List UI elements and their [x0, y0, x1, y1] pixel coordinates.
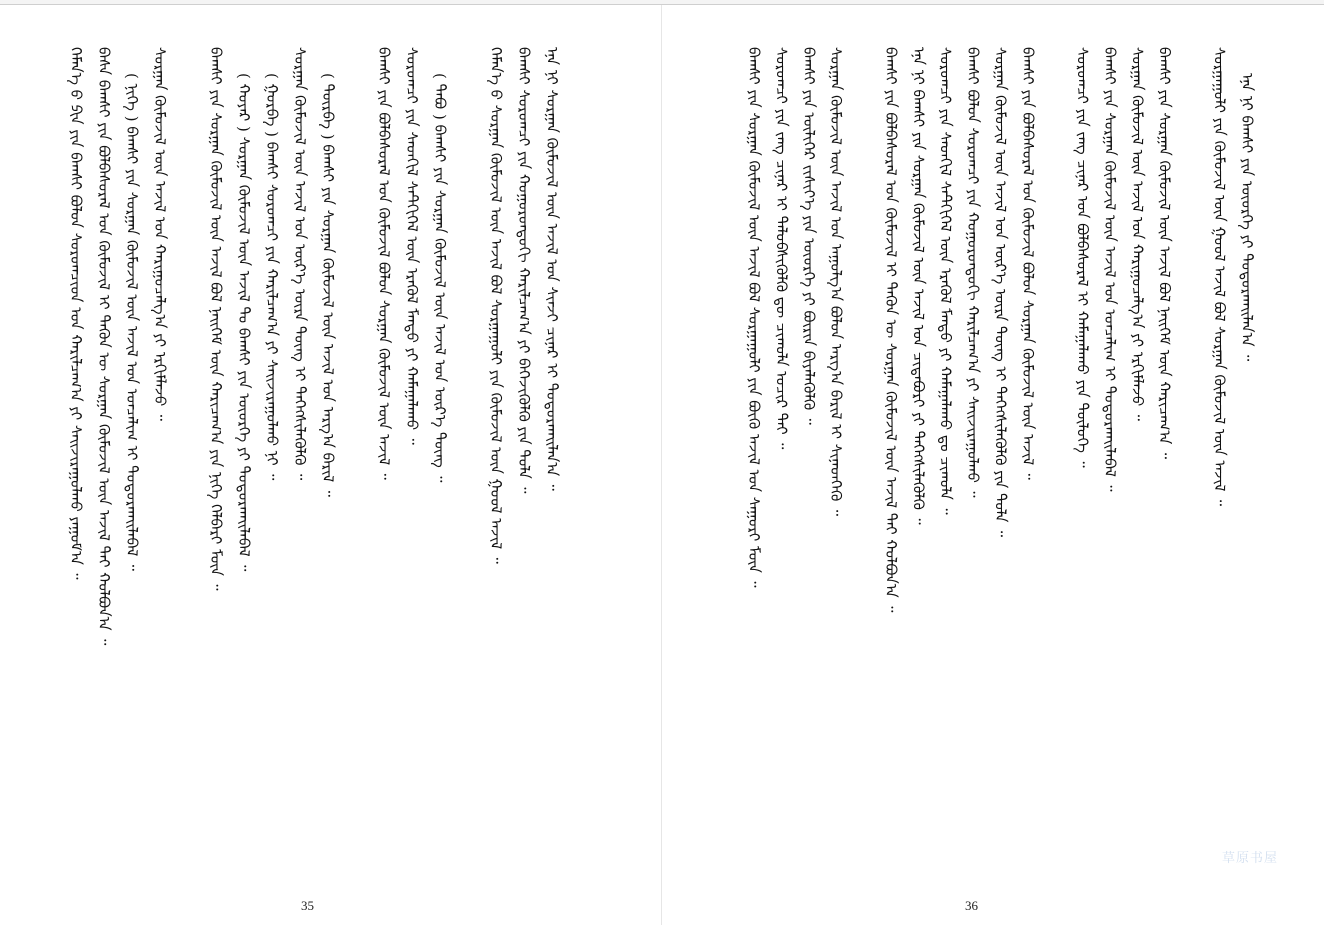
text-line: ᠰᠤᠷᠭᠠᠨ ᠬᠦᠮᠦᠵᠢᠯ ᠦᠨ ᠠᠵᠢᠯ ᠤᠨ ᠬᠠᠷᠢᠭᠤᠴᠠᠯᠭ᠎ᠠ ᠶᠢ ᠡᠷᠬᠢᠮᠯᠡᠵᠦ ᠃: [151, 47, 169, 421]
text-line: ᠰᠤᠷᠤᠭᠴᠢ ᠶᠢᠨ ᠰᠡᠳᠬᠢᠯ ᠰᠡᠲᠬᠢᠭᠡᠯ ᠦᠨ ᠡᠷᠡᠭᠦᠯ ᠮᠡᠨᠳᠦ ᠶᠢ ᠬᠠᠮᠠᠭᠠᠯᠠᠬᠤ ᠃: [403, 47, 421, 445]
text-line: [850, 47, 877, 885]
text-line: ᠬᠡᠮᠡᠨ᠎ᠡ ᠪ ᠰᠤᠷᠭᠠᠨ ᠬᠦᠮᠦᠵᠢᠯ ᠦᠨ ᠠᠵᠢᠯ ᠪᠣᠯ ᠰᠤᠷᠭᠠᠭᠤᠯᠢ ᠶᠢᠨ ᠬᠦᠮᠦᠵᠢᠯ ᠦᠨ ᠭᠣᠣᠯ ᠠᠵᠢᠯ ᠃: [487, 47, 505, 564]
text-line: ᠰᠤᠷᠭᠠᠨ ᠬᠦᠮᠦᠵᠢᠯ ᠦᠨ ᠠᠵᠢᠯ ᠤᠨ ᠦᠷ᠎ᠡ ᠦᠷᠡ ᠳᠦᠩ ᠢ ᠳᠡᠭᠡᠭᠰᠢᠯᠡᠭᠦᠯᠬᠦ ᠃: [291, 47, 309, 481]
text-line: ᠰᠤᠷᠤᠭᠴᠢ ᠶᠢᠨ ᠰᠡᠳᠬᠢᠯ ᠰᠡᠲᠬᠢᠭᠡᠯ ᠦᠨ ᠡᠷᠡᠭᠦᠯ ᠮᠡᠨᠳᠦ ᠶᠢ ᠬᠠᠮᠠᠭᠠᠯᠠᠬᠤ ᠳᠤ ᠴᠢᠬᠤᠯᠠ ᠃: [936, 47, 955, 515]
text-line: [1041, 47, 1068, 885]
text-line: ( ᠭᠤᠷᠪᠠ ) ᠪᠠᠭᠰᠢ ᠰᠤᠷᠤᠭᠴᠢ ᠶᠢᠨ ᠬᠠᠷᠢᠯᠴᠠᠭ᠎ᠠ ᠶᠢ ᠰᠠᠢᠵᠢᠷᠠᠭᠤᠯᠬᠤ ᠨᠢ ᠃: [263, 73, 281, 481]
page-number-left: 35: [301, 898, 314, 913]
text-line: ᠰᠤᠷᠭᠠᠨ ᠬᠦᠮᠦᠵᠢᠯ ᠦᠨ ᠠᠵᠢᠯ ᠤᠨ ᠬᠠᠷᠢᠭᠤᠴᠠᠯᠭ᠎ᠠ ᠶᠢ ᠡᠷᠬᠢᠮᠯᠡᠵᠦ ᠃: [1128, 47, 1147, 421]
text-line: [1178, 47, 1205, 885]
text-line: ᠪᠠᠭᠰᠢ ᠶᠢᠨ ᠪᠣᠯᠪᠠᠰᠤᠷᠠᠯ ᠤᠨ ᠬᠦᠮᠦᠵᠢᠯ ᠪᠣᠯᠤᠨ ᠰᠤᠷᠭᠠᠨ ᠬᠦᠮᠦᠵᠢᠯ ᠦᠨ ᠠᠵᠢᠯ ᠃: [1018, 47, 1037, 480]
text-line: ᠰᠤᠷᠤᠭᠴᠢ ᠶᠢᠨ ᠵᠠᠩ ᠴᠢᠨᠠᠷ ᠤᠨ ᠪᠣᠯᠪᠠᠰᠤᠷᠠᠯ ᠢ ᠬᠠᠮᠠᠭᠠᠯᠠᠬᠤ ᠶᠢᠨ ᠲᠥᠯᠦᠭᠡ ᠃: [1073, 47, 1092, 468]
text-line: ᠰᠤᠷᠭᠠᠨ ᠬᠦᠮᠦᠵᠢᠯ ᠦᠨ ᠠᠵᠢᠯ ᠤᠨ ᠦᠷ᠎ᠡ ᠦᠷᠡ ᠳᠦᠩ ᠢ ᠳᠡᠭᠡᠭᠰᠢᠯᠡᠭᠦᠯᠬᠦ ᠶᠢᠨ ᠲᠤᠯᠠ ᠃: [991, 47, 1010, 538]
text-line: ᠪᠠᠭᠰᠢ ᠶᠢᠨ ᠪᠣᠯᠪᠠᠰᠤᠷᠠᠯ ᠤᠨ ᠬᠦᠮᠦᠵᠢᠯ ᠢ ᠲᠡᠭᠦᠨ ᠦ ᠰᠤᠷᠭᠠᠨ ᠬᠦᠮᠦᠵᠢᠯ ᠦᠨ ᠠᠵᠢᠯ ᠲᠠᠢ ᠬᠣᠯᠪᠣᠨ᠎ᠠ ᠃: [881, 47, 900, 613]
text-line: ᠡᠨᠡ ᠨᠢ ᠪᠠᠭᠰᠢ ᠶᠢᠨ ᠰᠤᠷᠭᠠᠨ ᠬᠦᠮᠦᠵᠢᠯ ᠦᠨ ᠠᠵᠢᠯ ᠤᠨ ᠴᠢᠳᠠᠪᠤᠷᠢ ᠶᠢ ᠳᠡᠭᠡᠭᠰᠢᠯᠡᠭᠦᠯᠬᠦ ᠃: [909, 47, 928, 525]
text-line: ᠪᠠᠭᠰᠢ ᠰᠤᠷᠤᠭᠴᠢ ᠶᠢᠨ ᠬᠣᠭᠣᠷᠤᠨᠳᠤᠬᠢ ᠬᠠᠷᠢᠯᠴᠠᠭ᠎ᠠ ᠶᠢ ᠪᠡᠬᠡᠵᠢᠭᠦᠯᠬᠦ ᠶᠢᠨ ᠲᠤᠯᠠ ᠃: [515, 47, 533, 494]
text-line: ᠪᠠᠰᠠ ᠪᠠᠭᠰᠢ ᠶᠢᠨ ᠪᠣᠯᠪᠠᠰᠤᠷᠠᠯ ᠤᠨ ᠬᠦᠮᠦᠵᠢᠯ ᠢ ᠲᠡᠭᠦᠨ ᠦ ᠰᠤᠷᠭᠠᠨ ᠬᠦᠮᠦᠵᠢᠯ ᠦᠨ ᠠᠵᠢᠯ ᠲᠠᠢ ᠬᠣᠯᠪᠣᠨ᠎ᠠ ᠃: [95, 47, 113, 646]
text-line: ( ᠳᠥᠷᠪᠡ ) ᠪᠠᠭᠰᠢ ᠶᠢᠨ ᠰᠤᠷᠭᠠᠨ ᠬᠦᠮᠦᠵᠢᠯ ᠦᠨ ᠠᠵᠢᠯ ᠤᠨ ᠠᠷᠭ᠎ᠠ ᠪᠠᠷᠢᠯ ᠃: [319, 73, 337, 497]
left-page-text-block: [62, 47, 582, 885]
text-line: ᠰᠤᠷᠭᠠᠭᠤᠯᠢ ᠶᠢᠨ ᠬᠦᠮᠦᠵᠢᠯ ᠦᠨ ᠭᠣᠣᠯ ᠠᠵᠢᠯ ᠪᠣᠯ ᠰᠤᠷᠭᠠᠨ ᠬᠦᠮᠦᠵᠢᠯ ᠦᠨ ᠠᠵᠢᠯ ᠃: [1210, 47, 1229, 506]
text-line: ( ᠨᠢᠭᠡ ) ᠪᠠᠭᠰᠢ ᠶᠢᠨ ᠰᠤᠷᠭᠠᠨ ᠬᠦᠮᠦᠵᠢᠯ ᠦᠨ ᠠᠵᠢᠯ ᠤᠨ ᠣᠨᠴᠠᠯᠢᠭ ᠢ ᠲᠣᠳᠣᠷᠬᠠᠢᠯᠠᠪᠠᠯ ᠃: [123, 73, 141, 571]
text-line: ᠪᠠᠭᠰᠢ ᠶᠢᠨ ᠰᠤᠷᠭᠠᠨ ᠬᠦᠮᠦᠵᠢᠯ ᠦᠨ ᠠᠵᠢᠯ ᠪᠣᠯ ᠨᠡᠢᠭᠡᠮ ᠦᠨ ᠬᠠᠷᠢᠴᠠᠭ᠎ᠠ ᠶᠢᠨ ᠨᠢᠭᠡ ᠬᠡᠯᠪᠡᠷᠢ ᠮᠥᠨ ᠃: [207, 47, 225, 591]
text-line: ᠪᠠᠭᠰᠢ ᠶᠢᠨ ᠰᠤᠷᠭᠠᠨ ᠬᠦᠮᠦᠵᠢᠯ ᠦᠨ ᠠᠵᠢᠯ ᠪᠣᠯ ᠨᠡᠢᠭᠡᠮ ᠦᠨ ᠬᠠᠷᠢᠴᠠᠭ᠎ᠠ ᠃: [1155, 47, 1174, 459]
text-line: [342, 47, 370, 885]
text-line: ᠪᠠᠭᠰᠢ ᠪᠣᠯᠤᠨ ᠰᠤᠷᠤᠭᠴᠢ ᠶᠢᠨ ᠬᠣᠭᠣᠷᠤᠨᠳᠤᠬᠢ ᠬᠠᠷᠢᠯᠴᠠᠭ᠎ᠠ ᠶᠢ ᠰᠠᠢᠵᠢᠷᠠᠭᠤᠯᠬᠤ ᠃: [964, 47, 982, 498]
text-line: ᠬᠡᠮᠡᠨ᠎ᠡ ᠪ ᠫᠢᠨ ᠶᠢᠨ ᠪᠠᠭᠰᠢ ᠪᠣᠯᠤᠨ ᠰᠤᠷᠤᠭᠴᠢᠳ ᠤᠨ ᠬᠠᠷᠢᠯᠴᠠᠭ᠎ᠠ ᠶᠢ ᠰᠠᠢᠵᠢᠷᠠᠭᠤᠯᠬᠤ ᠶᠠᠭᠤᠮ᠎ᠠ ᠃: [67, 47, 85, 580]
right-page: [662, 5, 1324, 925]
left-page: [0, 5, 661, 925]
text-line: [454, 47, 482, 885]
page-number-right: 36: [965, 898, 978, 913]
text-line: ᠡᠨᠡ ᠨᠢ ᠪᠠᠭᠰᠢ ᠶᠢᠨ ᠦᠦᠷᠭᠡ ᠶᠢ ᠲᠣᠳᠣᠷᠬᠠᠢᠯᠠᠨ᠎ᠠ ᠃: [1237, 73, 1256, 362]
text-line: ᠪᠠᠭᠰᠢ ᠶᠢᠨ ᠦᠯᠢᠭᠡᠷ ᠵᠢᠱᠢᠶ᠎ᠡ ᠶᠢᠨ ᠦᠦᠷᠭᠡ ᠶᠢ ᠪᠦᠷᠢᠨ ᠪᠢᠶᠡᠯᠡᠭᠦᠯᠬᠦ ᠃: [799, 47, 818, 425]
text-line: ᠪᠠᠭᠰᠢ ᠶᠢᠨ ᠰᠤᠷᠭᠠᠨ ᠬᠦᠮᠦᠵᠢᠯ ᠦᠨ ᠠᠵᠢᠯ ᠪᠣᠯ ᠰᠤᠷᠭᠠᠭᠤᠯᠢ ᠶᠢᠨ ᠪᠦᠬᠦ ᠠᠵᠢᠯ ᠤᠨ ᠰᠠᠭᠤᠷᠢ ᠮᠥᠨ ᠃: [745, 47, 763, 588]
text-line: ᠪᠠᠭᠰᠢ ᠶᠢᠨ ᠪᠣᠯᠪᠠᠰᠤᠷᠠᠯ ᠤᠨ ᠬᠦᠮᠦᠵᠢᠯ ᠪᠣᠯᠤᠨ ᠰᠤᠷᠭᠠᠨ ᠬᠦᠮᠦᠵᠢᠯ ᠦᠨ ᠠᠵᠢᠯ ᠃: [375, 47, 393, 480]
watermark: 草原书屋: [1222, 851, 1279, 866]
right-page-text-block: [740, 47, 1260, 885]
text-line: ᠰᠤᠷᠤᠭᠴᠢ ᠶᠢᠨ ᠵᠠᠩ ᠴᠢᠨᠠᠷ ᠢ ᠲᠡᠯᠦᠪᠰᠢᠭᠦᠯᠬᠦ ᠳᠦ ᠴᠢᠬᠤᠯᠠ ᠤᠴᠢᠷ ᠲᠠᠢ ᠃: [772, 47, 791, 450]
text-line: ᠪᠠᠭᠰᠢ ᠶᠢᠨ ᠰᠤᠷᠭᠠᠨ ᠬᠦᠮᠦᠵᠢᠯ ᠦᠨ ᠠᠵᠢᠯ ᠤᠨ ᠣᠨᠴᠠᠯᠢᠭ ᠢ ᠲᠣᠳᠣᠷᠬᠠᠢᠯᠠᠪᠠᠯ ᠃: [1100, 47, 1119, 492]
text-line: ( ᠲᠠᠪᠤ ) ᠪᠠᠭᠰᠢ ᠶᠢᠨ ᠰᠤᠷᠭᠠᠨ ᠬᠦᠮᠦᠵᠢᠯ ᠦᠨ ᠠᠵᠢᠯ ᠤᠨ ᠦᠷ᠎ᠡ ᠳᠦᠩ ᠃: [431, 73, 449, 483]
text-line: [174, 47, 202, 885]
text-line: ᠡᠨᠡ ᠨᠢ ᠰᠤᠷᠭᠠᠨ ᠬᠦᠮᠦᠵᠢᠯ ᠦᠨ ᠠᠵᠢᠯ ᠤᠨ ᠰᠢᠨᠵᠢ ᠴᠢᠨᠠᠷ ᠢ ᠲᠣᠳᠣᠷᠬᠠᠢᠯᠠᠨ᠎ᠠ ᠃: [543, 47, 561, 491]
text-line: ( ᠬᠣᠶᠠᠷ ) ᠰᠤᠷᠭᠠᠨ ᠬᠦᠮᠦᠵᠢᠯ ᠦᠨ ᠠᠵᠢᠯ ᠲᠤ ᠪᠠᠭᠰᠢ ᠶᠢᠨ ᠦᠦᠷᠭᠡ ᠶᠢ ᠲᠣᠳᠣᠷᠬᠠᠢᠯᠠᠪᠠᠯ ᠃: [235, 73, 253, 572]
text-line: ᠰᠤᠷᠭᠠᠨ ᠬᠦᠮᠦᠵᠢᠯ ᠦᠨ ᠠᠵᠢᠯ ᠤᠨ ᠠᠭᠤᠯᠭ᠎ᠠ ᠪᠣᠯᠤᠨ ᠠᠷᠭ᠎ᠠ ᠪᠠᠷᠢᠯ ᠢ ᠰᠢᠨᠡᠳᠬᠡᠬᠦ ᠃: [827, 47, 846, 516]
